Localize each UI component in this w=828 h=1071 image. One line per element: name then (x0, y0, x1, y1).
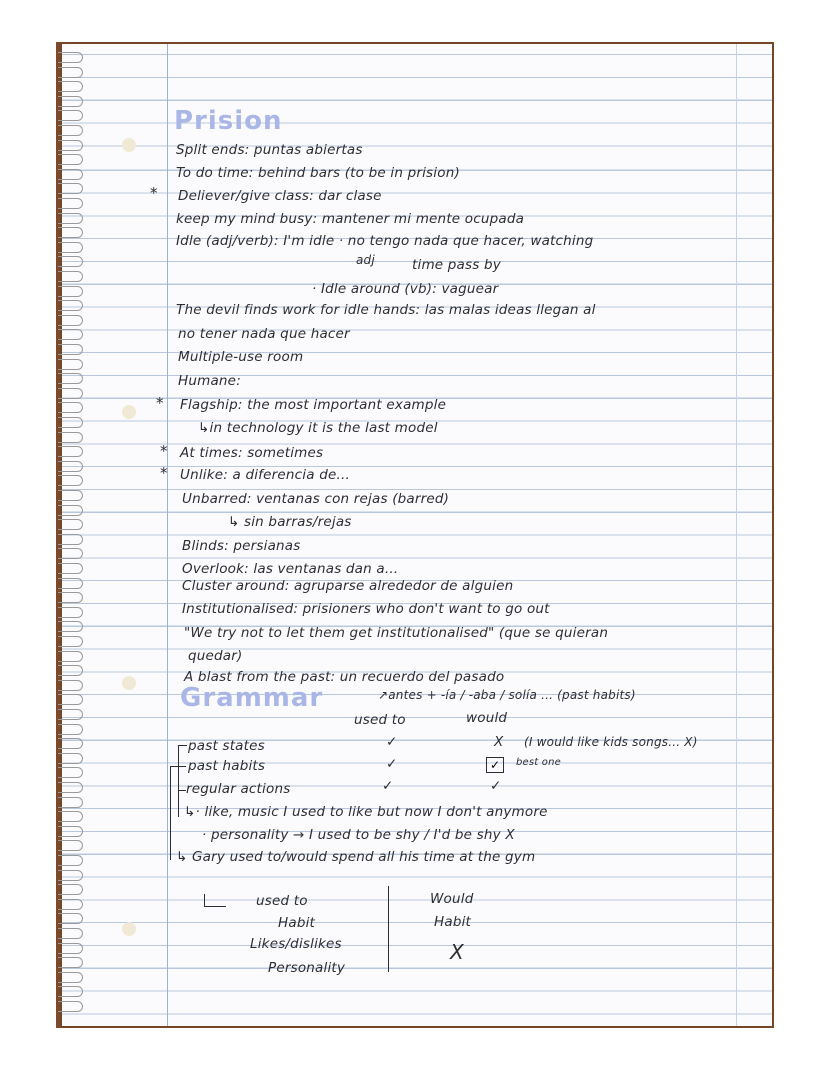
spiral-coil (58, 870, 83, 881)
vocab-line: quedar) (188, 648, 243, 664)
spiral-coil (58, 227, 83, 238)
vocab-line: The devil finds work for idle hands: las malas ideas llegan al (176, 302, 596, 318)
check-mark: ✓ (386, 756, 398, 772)
spiral-coil (58, 724, 83, 735)
bracket-line (178, 790, 186, 791)
check-mark: ✓ (382, 778, 394, 794)
vocab-line: no tener nada que hacer (178, 326, 350, 342)
example-line: ↳ Gary used to/would spend all his time at the gym (176, 849, 536, 865)
heading-prision: Prision (174, 106, 283, 136)
spiral-coil (58, 271, 83, 282)
spiral-binding (58, 52, 88, 1022)
spiral-coil (58, 52, 83, 63)
vocab-line: ↳in technology it is the last model (198, 420, 438, 436)
example-line: ↳· like, music I used to like but now I don't anymore (184, 804, 548, 820)
vocab-line: A blast from the past: un recuerdo del pasado (184, 669, 505, 685)
spiral-coil (58, 402, 83, 413)
spiral-coil (58, 198, 83, 209)
spiral-coil (58, 578, 83, 589)
spiral-coil (58, 548, 83, 559)
table-item: Personality (268, 960, 346, 976)
vocab-line: time pass by (412, 257, 501, 273)
table-item: Habit (278, 915, 316, 931)
spiral-coil (58, 680, 83, 691)
bracket-line (170, 766, 171, 860)
spiral-coil (58, 490, 83, 501)
vocab-line: Multiple-use room (178, 349, 304, 365)
spiral-coil (58, 417, 83, 428)
spiral-coil (58, 125, 83, 136)
spiral-coil (58, 96, 83, 107)
star-marker: * (160, 442, 168, 460)
spiral-coil (58, 242, 83, 253)
notebook-page (62, 44, 772, 1026)
vocab-line: Blinds: persianas (182, 538, 301, 554)
spiral-coil (58, 475, 83, 486)
cross-mark: X (494, 734, 504, 750)
spiral-coil (58, 519, 83, 530)
vocab-line: · Idle around (vb): vaguear (312, 281, 499, 297)
spiral-coil (58, 286, 83, 297)
spiral-coil (58, 636, 83, 647)
margin-line (167, 44, 168, 1026)
vocab-line: Idle (adj/verb): I'm idle · no tengo nada que hacer, watching (176, 233, 594, 249)
vocab-line: Institutionalised: prisioners who don't want to go out (182, 601, 550, 617)
spiral-coil (58, 621, 83, 632)
vocab-line: ↳ sin barras/rejas (228, 514, 352, 530)
vocab-line: Cluster around: agruparse alrededor de alguien (182, 578, 514, 594)
spiral-coil (58, 826, 83, 837)
spiral-coil (58, 344, 83, 355)
spiral-coil (58, 534, 83, 545)
table-header-used-to: used to (256, 893, 308, 909)
bracket-line (178, 745, 179, 817)
spiral-coil (58, 753, 83, 764)
spiral-coil (58, 154, 83, 165)
spiral-coil (58, 81, 83, 92)
bracket-line (170, 766, 186, 767)
check-mark: ✓ (486, 757, 504, 773)
grammar-row-label: regular actions (186, 781, 291, 797)
spiral-coil (58, 855, 83, 866)
spiral-coil (58, 811, 83, 822)
table-item: Habit (434, 914, 472, 930)
spiral-coil (58, 1001, 83, 1012)
spiral-coil (58, 183, 83, 194)
example-line: · personality → I used to be shy / I'd be shy X (202, 827, 515, 843)
spiral-coil (58, 972, 83, 983)
bracket-line (178, 745, 187, 746)
spiral-coil (58, 840, 83, 851)
spiral-coil (58, 505, 83, 516)
check-mark: ✓ (386, 734, 398, 750)
star-marker: * (160, 464, 168, 482)
spiral-coil (58, 986, 83, 997)
spiral-coil (58, 694, 83, 705)
punch-hole (122, 676, 136, 690)
spiral-coil (58, 607, 83, 618)
vocab-line: Deliever/give class: dar clase (178, 188, 382, 204)
star-marker: * (156, 394, 164, 412)
checkbox-best (486, 754, 504, 773)
punch-hole (122, 405, 136, 419)
table-header-would: Would (430, 891, 474, 907)
spiral-coil (58, 315, 83, 326)
spiral-coil (58, 329, 83, 340)
table-item: Likes/dislikes (250, 936, 342, 952)
spiral-coil (58, 738, 83, 749)
spiral-coil (58, 359, 83, 370)
spiral-coil (58, 461, 83, 472)
vocab-line: keep my mind busy: mantener mi mente ocupada (176, 211, 525, 227)
spiral-coil (58, 665, 83, 676)
spiral-coil (58, 767, 83, 778)
grammar-row-note: (I would like kids songs... X) (524, 735, 698, 749)
cross-mark: X (450, 940, 464, 964)
spiral-coil (58, 943, 83, 954)
punch-hole (122, 138, 136, 152)
grammar-row-label: past habits (188, 758, 266, 774)
spiral-coil (58, 256, 83, 267)
vocab-line: Unbarred: ventanas con rejas (barred) (182, 491, 450, 507)
punch-hole (122, 922, 136, 936)
column-header-used-to: used to (354, 712, 406, 728)
vocab-line: Humane: (178, 373, 241, 389)
spiral-coil (58, 782, 83, 793)
right-margin-line (736, 44, 737, 1026)
spiral-coil (58, 140, 83, 151)
star-marker: * (150, 184, 158, 202)
spiral-coil (58, 913, 83, 924)
spiral-coil (58, 388, 83, 399)
vocab-line: To do time: behind bars (to be in prision) (176, 165, 460, 181)
vocab-line: Flagship: the most important example (180, 397, 447, 413)
vocab-line: Split ends: puntas abiertas (176, 142, 363, 158)
vocab-line: Overlook: las ventanas dan a... (182, 561, 399, 577)
spiral-coil (58, 592, 83, 603)
heading-grammar: Grammar (180, 683, 324, 713)
spiral-coil (58, 373, 83, 384)
spiral-coil (58, 300, 83, 311)
column-header-would: would (466, 710, 508, 726)
check-mark: ✓ (490, 778, 502, 794)
grammar-row-label: past states (188, 738, 265, 754)
spiral-coil (58, 446, 83, 457)
spiral-coil (58, 213, 83, 224)
spiral-coil (58, 67, 83, 78)
arrow-line (204, 906, 226, 907)
spiral-coil (58, 957, 83, 968)
spiral-coil (58, 563, 83, 574)
spiral-coil (58, 651, 83, 662)
vocab-line: "We try not to let them get institutionalised" (que se quieran (184, 625, 609, 641)
spiral-coil (58, 110, 83, 121)
spiral-coil (58, 432, 83, 443)
table-divider (388, 886, 389, 972)
spiral-coil (58, 797, 83, 808)
grammar-row-note: best one (516, 757, 562, 768)
vocab-annotation: adj (356, 253, 375, 267)
spiral-coil (58, 169, 83, 180)
spiral-coil (58, 899, 83, 910)
arrow-line (204, 894, 205, 906)
vocab-line: At times: sometimes (180, 445, 324, 461)
spiral-coil (58, 928, 83, 939)
vocab-line: Unlike: a diferencia de... (180, 467, 350, 483)
grammar-note: ↗antes + -ía / -aba / solía ... (past habits) (378, 688, 636, 702)
spiral-coil (58, 884, 83, 895)
spiral-coil (58, 709, 83, 720)
